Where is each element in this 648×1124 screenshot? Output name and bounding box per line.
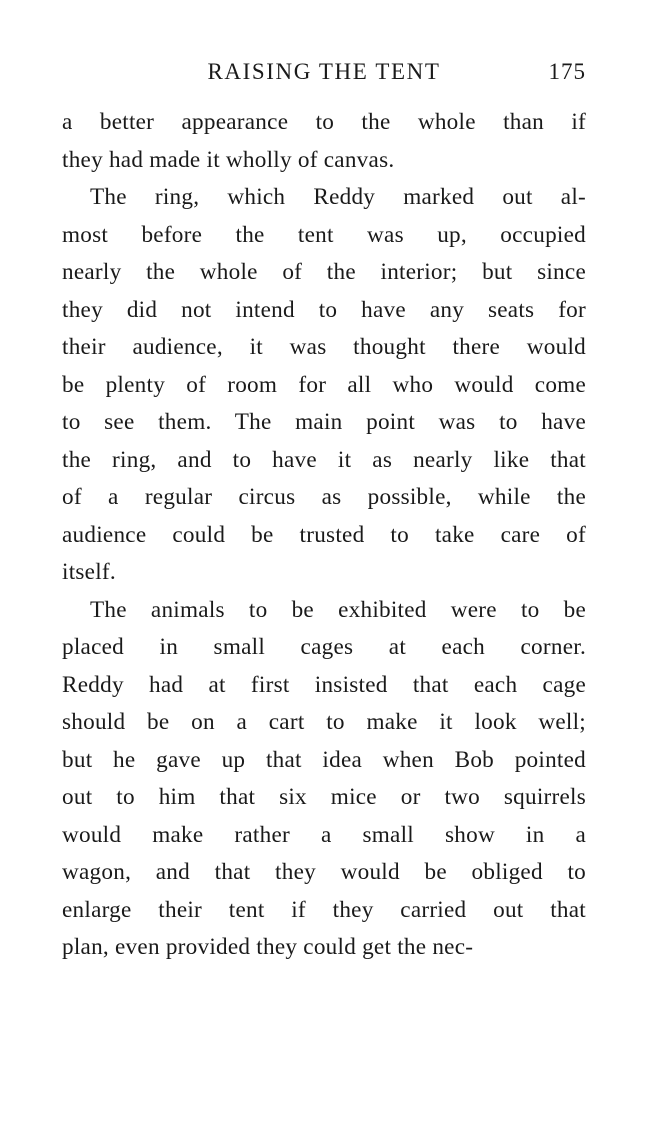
- text-line: audience could be trusted to take care of: [62, 521, 586, 548]
- text-line: but he gave up that idea when Bob pointed: [62, 746, 586, 773]
- text-line: Reddy had at first insisted that each cage: [62, 671, 586, 698]
- text-line: plan, even provided they could get the nec-: [62, 934, 474, 960]
- text-line: The animals to be exhibited were to be: [90, 596, 586, 623]
- text-line: they had made it wholly of canvas.: [62, 146, 395, 173]
- text-line: enlarge their tent if they carried out that: [62, 896, 586, 923]
- text-line: nearly the whole of the interior; but since: [62, 259, 586, 285]
- text-line: be plenty of room for all who would come: [62, 371, 586, 398]
- text-line: of a regular circus as possible, while the: [62, 484, 586, 510]
- page-number: 175: [548, 59, 586, 84]
- text-line: The ring, which Reddy marked out al-: [90, 184, 586, 210]
- text-line: placed in small cages at each corner.: [62, 634, 586, 660]
- text-line: a better appearance to the whole than if: [62, 109, 586, 135]
- text-line: itself.: [62, 559, 116, 585]
- page-header: [62, 56, 586, 88]
- text-line: they did not intend to have any seats for: [62, 296, 586, 323]
- text-line: out to him that six mice or two squirrels: [62, 784, 586, 810]
- running-title: RAISING THE TENT: [207, 59, 441, 84]
- text-line: their audience, it was thought there would: [62, 334, 586, 360]
- text-line: would make rather a small show in a: [62, 821, 586, 848]
- text-line: to see them. The main point was to have: [62, 409, 586, 435]
- text-line: most before the tent was up, occupied: [62, 221, 586, 248]
- text-line: the ring, and to have it as nearly like that: [62, 446, 586, 473]
- body-text: [62, 104, 586, 967]
- text-line: wagon, and that they would be obliged to: [62, 859, 586, 885]
- text-line: should be on a cart to make it look well;: [62, 709, 586, 735]
